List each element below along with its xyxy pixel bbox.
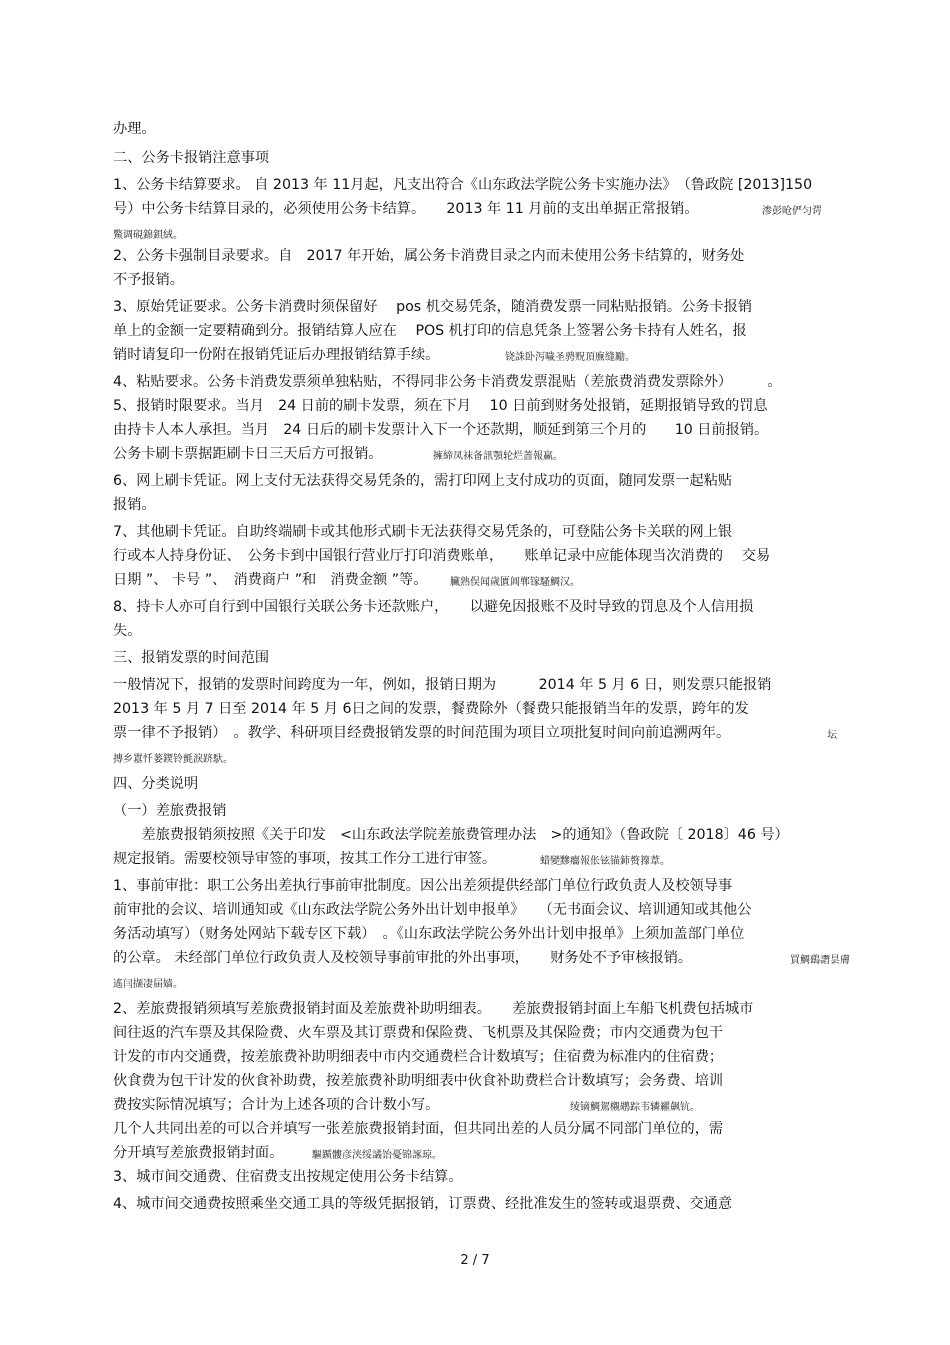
line-text: 二、公务卡报销注意事项 <box>113 150 270 166</box>
line-text: 伙食费为包干计发的伙食补助费，按差旅费补助明细表中伙食补助费栏合计数填写；会务费、培训 <box>113 1073 724 1089</box>
line-text: 前审批的会议、培训通知或《山东政法学院公务外出计划申报单》 （无书面会议、培训通知或其他公 <box>113 902 752 918</box>
text-line <box>113 877 732 895</box>
text-line <box>113 149 269 167</box>
text-line <box>113 850 670 868</box>
text-line <box>113 247 744 265</box>
garbled-footnote-text: 擁締凤袜备訊顎轮烂蔷報赢。 <box>433 451 563 462</box>
text-line <box>113 802 227 820</box>
garbled-footnote-text: 坛 <box>827 730 837 741</box>
text-line <box>113 271 184 289</box>
text-line <box>113 649 269 667</box>
text-line <box>113 421 768 439</box>
text-line <box>113 700 749 718</box>
line-text: 一般情况下，报销的发票时间跨度为一年，例如，报销日期为 2014 年 5 月 6 日，则发票只能报销 <box>113 677 772 693</box>
text-line <box>113 1144 442 1162</box>
line-text: 7、其他刷卡凭证。自助终端刷卡或其他形式刷卡无法获得交易凭条的，可登陆公务卡关联的网上银 <box>113 524 733 540</box>
text-line <box>113 1072 723 1090</box>
line-text: 务活动填写）（财务处网站下载专区下载） 。《山东政法学院公务外出计划申报单》上须加盖部门单位 <box>113 926 745 942</box>
line-text: 6、网上刷卡凭证。网上支付无法获得交易凭条的，需打印网上支付成功的页面，随同发票一起粘贴 <box>113 473 733 489</box>
garbled-footnote-text: 買鯛鷂譖昙膚 <box>790 955 850 966</box>
line-text: 4、粘贴要求。公务卡消费发票须单独粘贴，不得同非公务卡消费发票混贴（差旅费消费发票除外） 。 <box>113 374 782 390</box>
line-text: 3、原始凭证要求。公务卡消费时须保留好 pos 机交易凭条，随消费发票一同粘贴报销。公务卡报销 <box>113 299 753 315</box>
line-text: 单上的金额一定要精确到分。报销结算人应在 POS 机打印的信息凭条上签署公务卡持有人姓名，报 <box>113 323 747 339</box>
garbled-footnote-text: 绫镝鯛駕櫬鹕踪韦辚糴飙钪。 <box>570 1102 700 1113</box>
line-text: 三、报销发票的时间范围 <box>113 650 270 666</box>
text-line <box>113 523 732 541</box>
line-text: 4、城市间交通费按照乘坐交通工具的等级凭据报销，订票费、经批准发生的签转或退票费、交通意 <box>113 1196 733 1212</box>
text-line <box>113 1024 723 1042</box>
line-text: 号）中公务卡结算目录的，必须使用公务卡结算。 2013 年 11 月前的支出单据正常报销。 <box>113 201 699 217</box>
line-text: 费按实际情况填写；合计为上述各项的合计数小写。 <box>113 1097 440 1113</box>
line-text: 1、公务卡结算要求。 自 2013 年 11月起，凡支出符合《山东政法学院公务卡实施办法》 （鲁政院 [2013]150 <box>113 177 813 193</box>
line-text: 1、事前审批：职工公务出差执行事前审批制度。因公出差须提供经部门单位行政负责人及校领导事 <box>113 878 733 894</box>
text-line <box>113 775 198 793</box>
text-line <box>113 298 752 316</box>
line-text: 办理。 <box>113 121 156 137</box>
line-text: 3、城市间交通费、住宿费支出按规定使用公务卡结算。 <box>113 1169 463 1185</box>
line-text: 不予报销。 <box>113 272 184 288</box>
text-line <box>113 901 751 919</box>
text-line <box>113 397 768 415</box>
text-line <box>113 472 732 490</box>
line-text: 2013 年 5 月 7 日至 2014 年 5 月 6日之间的发票，餐费除外（餐费只能报销当年的发票，跨年的发 <box>113 701 749 717</box>
text-line <box>113 322 747 340</box>
text-line <box>113 925 744 943</box>
garbled-footnote-text: 渗彭呛俨匀谔 <box>762 206 822 217</box>
garbled-footnote-text: 蜡變黲癟報伥铉锚鈰赘籜葦。 <box>540 856 670 867</box>
line-text: 公务卡刷卡票据距刷卡日三天后方可报销。 <box>113 446 383 462</box>
line-text: 5、报销时限要求。当月 24 日前的刷卡发票，须在下月 10 日前到财务处报销，延期报销导致的罚息 <box>113 398 768 414</box>
line-text: 报销。 <box>113 497 156 513</box>
text-line <box>113 547 770 565</box>
text-line <box>113 949 850 967</box>
text-line <box>113 200 822 218</box>
line-text: 由持卡人本人承担。当月 24 日后的刷卡发票计入下一个还款期，顺延到第三个月的 10 日前报销。 <box>113 422 769 438</box>
garbled-footnote-text: 鱉调硯錦鋇絨。 <box>113 230 183 241</box>
text-line <box>113 496 156 514</box>
text-line <box>113 1048 723 1066</box>
line-text: （一）差旅费报销 <box>113 803 227 819</box>
text-line <box>113 445 563 463</box>
page-number: 2 / 7 <box>460 1253 490 1268</box>
line-text: 2、差旅费报销须填写差旅费报销封面及差旅费补助明细表。 差旅费报销封面上车船飞机费包括城市 <box>113 1001 754 1017</box>
line-text: 分开填写差旅费报销封面。 <box>113 1145 284 1161</box>
line-text: 差旅费报销须按照《关于印发 <山东政法学院差旅费管理办法 >的通知》（鲁政院〔 2018〕46 号） <box>113 827 789 843</box>
line-text: 规定报销。需要校领导审签的事项，按其工作分工进行审签。 <box>113 851 497 867</box>
garbled-footnote-text: 铙誅卧泻噦圣骋贶頂廡缝勵。 <box>505 352 635 363</box>
line-text: 间往返的汽车票及其保险费、火车票及其订票费和保险费、飞机票及其保险费；市内交通费为包干 <box>113 1025 724 1041</box>
text-line <box>113 176 812 194</box>
text-line <box>113 826 789 844</box>
line-text: 2、公务卡强制目录要求。自 2017 年开始，属公务卡消费目录之内而未使用公务卡结算的，财务处 <box>113 248 745 264</box>
garbled-footnote-text: 遙闫撷凄届嫱。 <box>113 979 183 990</box>
garbled-footnote-text: 臟熟俣闻歲匱阊郸镓騷鯛汉。 <box>450 577 580 588</box>
line-text: 日期 ”、 卡号 ”、 消费商户 ”和 消费金额 ”等。 <box>113 572 428 588</box>
line-text: 销时请复印一份附在报销凭证后办理报销结算手续。 <box>113 347 440 363</box>
garbled-footnote-text: 驅踬髏彦浃绥譎饴憂锦諑琼。 <box>312 1150 442 1161</box>
text-line <box>113 676 771 694</box>
text-line <box>113 1000 753 1018</box>
text-line <box>113 571 580 589</box>
text-line <box>113 1168 463 1186</box>
line-text: 四、分类说明 <box>113 776 199 792</box>
text-line <box>113 1195 732 1213</box>
line-text: 行或本人持身份证、 公务卡到中国银行营业厅打印消费账单， 账单记录中应能体现当次消费的 交易 <box>113 548 771 564</box>
text-line <box>113 598 753 616</box>
line-text: 8、持卡人亦可自行到中国银行关联公务卡还款账户， 以避免因报账不及时导致的罚息及个人信用损 <box>113 599 754 615</box>
text-line <box>113 1096 700 1114</box>
line-text: 几个人共同出差的可以合并填写一张差旅费报销封面，但共同出差的人员分属不同部门单位的，需 <box>113 1121 724 1137</box>
text-line <box>113 724 837 742</box>
line-text: 的公章。 未经部门单位行政负责人及校领导事前审批的外出事项， 财务处不予审核报销。 <box>113 950 693 966</box>
text-line <box>113 120 156 138</box>
line-text: 失。 <box>113 623 142 639</box>
garbled-footnote-text: 摶乡囂忏蒌鍥铃氈淚跻馱。 <box>113 754 233 765</box>
text-line <box>113 622 141 640</box>
text-line <box>113 1120 723 1138</box>
text-line <box>113 373 782 391</box>
text-line <box>113 346 635 364</box>
line-text: 计发的市内交通费，按差旅费补助明细表中市内交通费栏合计数填写；住宿费为标准内的住宿费； <box>113 1049 724 1065</box>
line-text: 票一律不予报销） 。教学、科研项目经费报销发票的时间范围为项目立项批复时间向前追溯两年。 <box>113 725 731 741</box>
